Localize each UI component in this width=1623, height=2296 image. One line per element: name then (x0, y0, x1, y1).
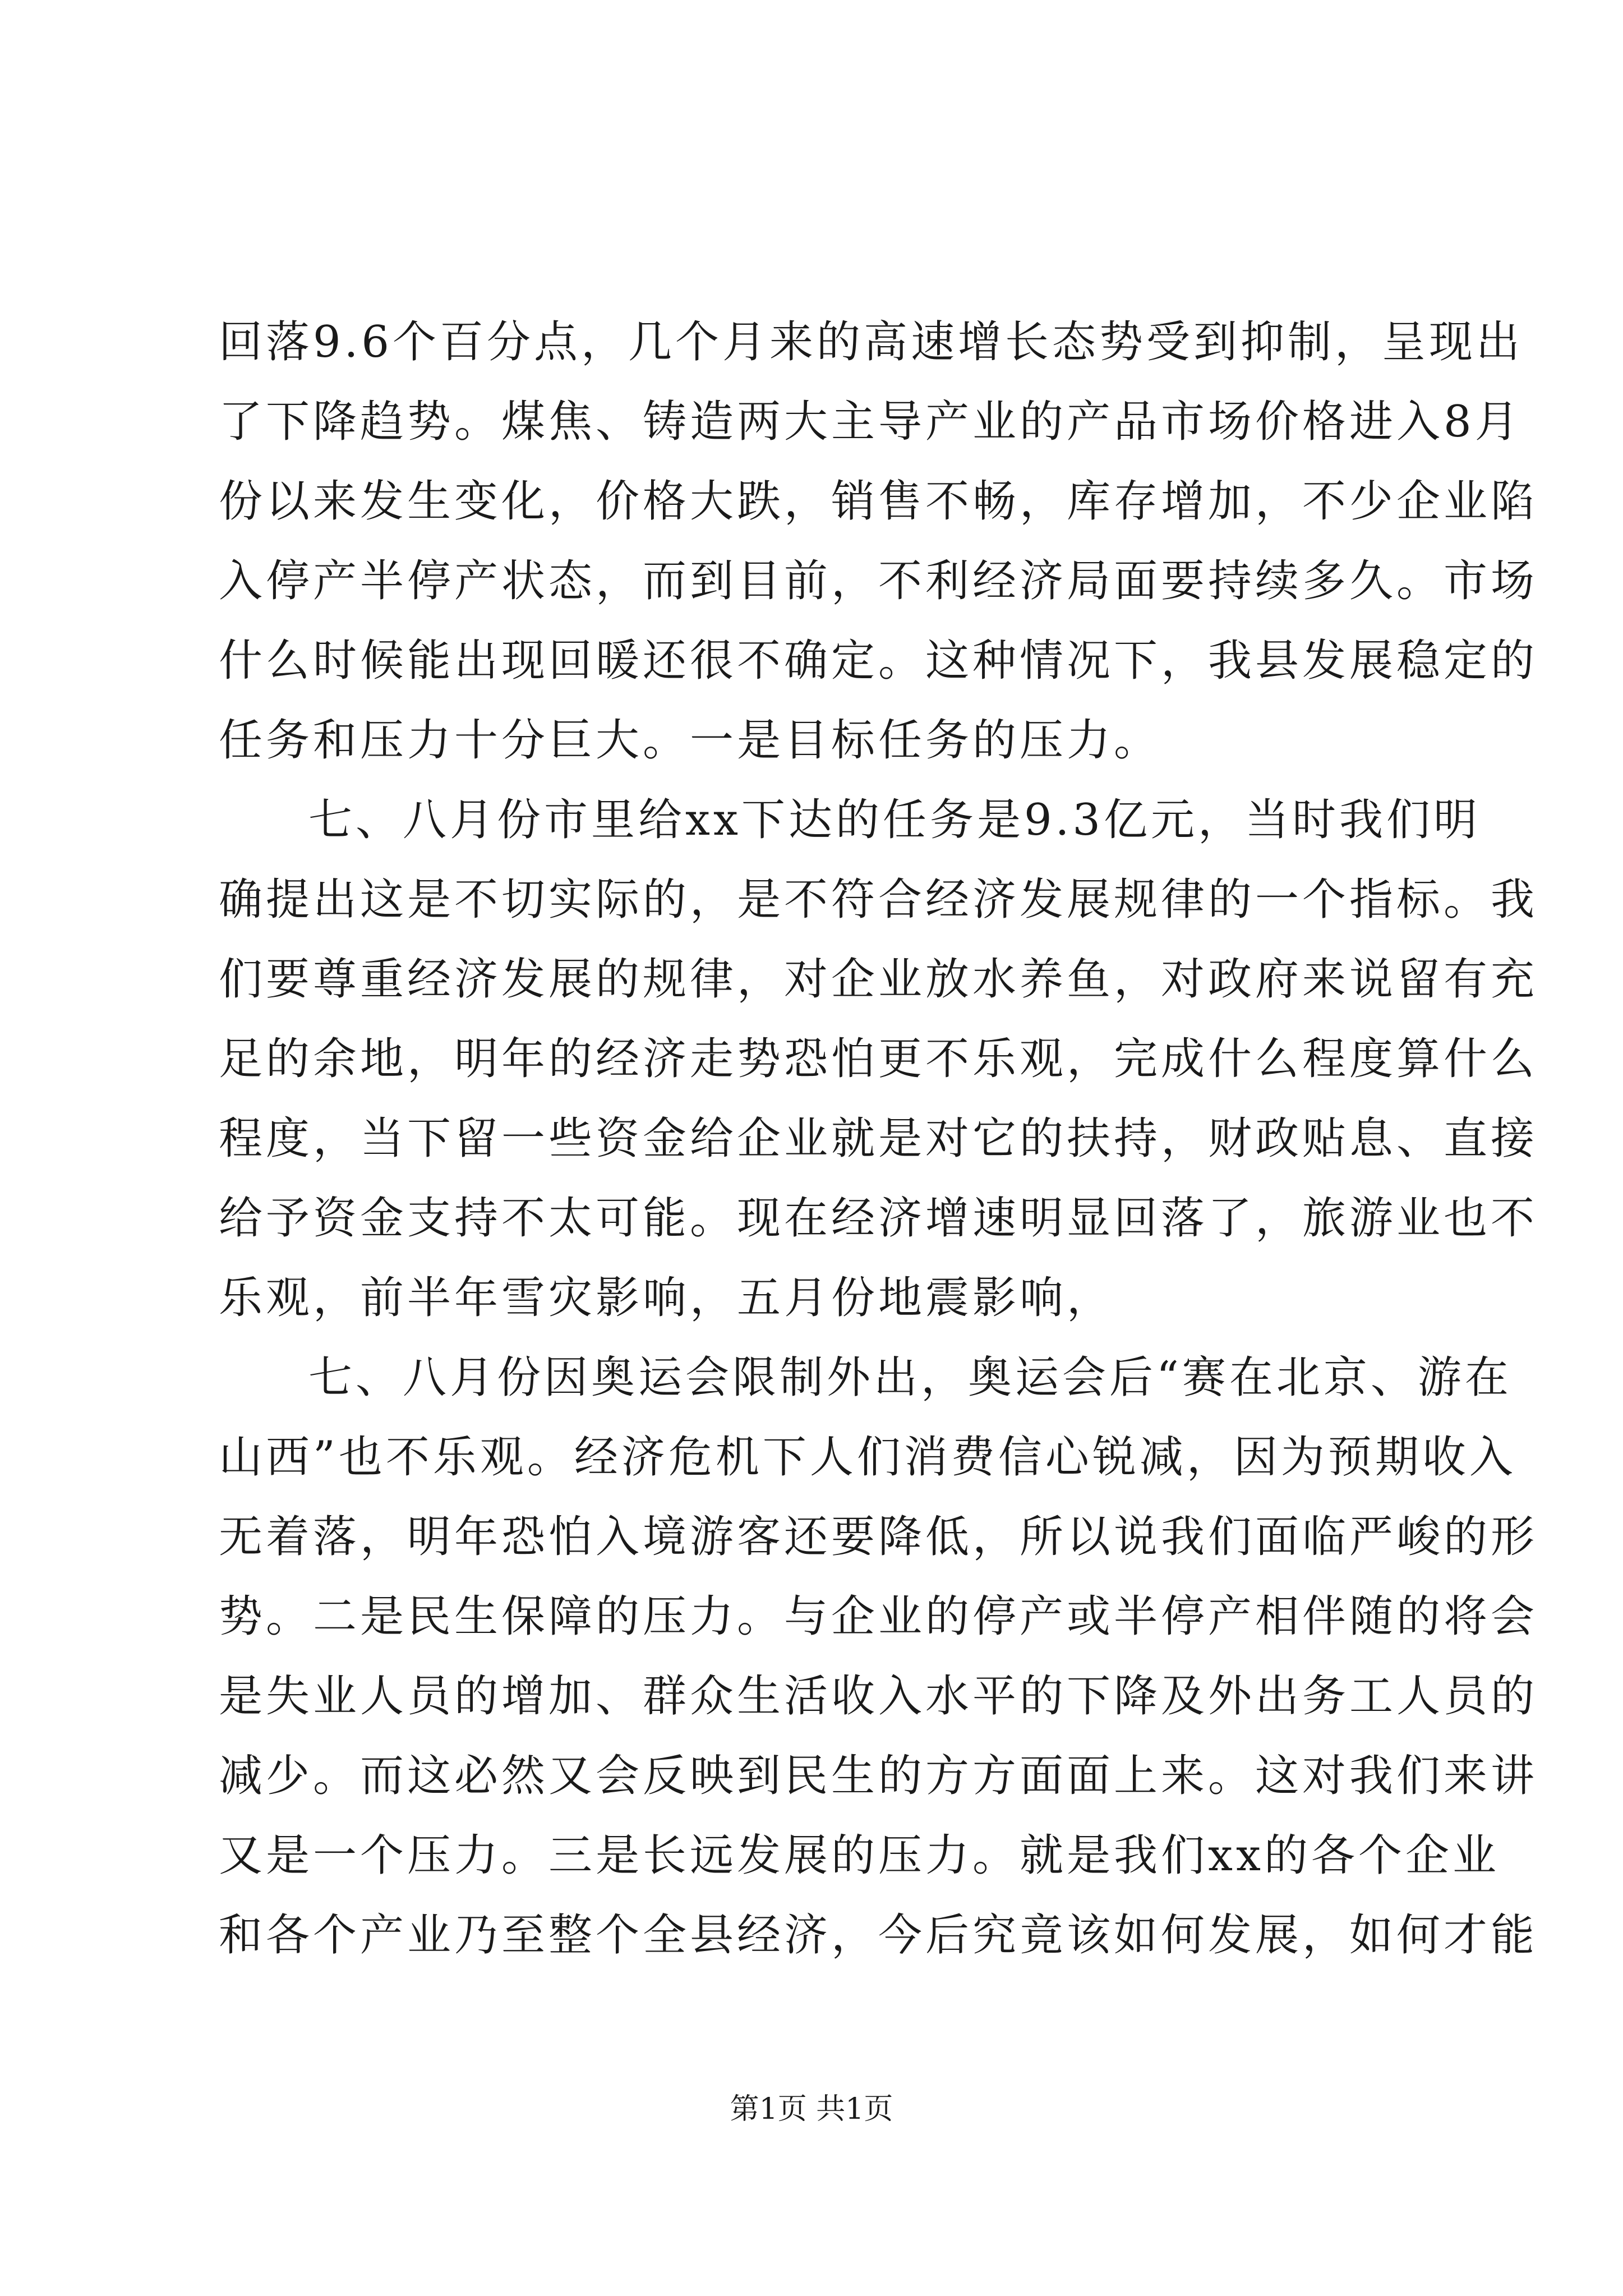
text-line: 乐观，前半年雪灾影响，五月份地震影响， (219, 1273, 1114, 1323)
text-line: 和各个产业乃至整个全县经济，今后究竟该如何发展，如何才能 (219, 1910, 1538, 1961)
text-line: 了下降趋势。煤焦、铸造两大主导产业的产品市场价格进入8月 (219, 397, 1522, 447)
text-line: 回落9.6个百分点，几个月来的高速增长态势受到抑制，呈现出 (219, 317, 1524, 367)
page-footer: 第1页 共1页 (730, 2092, 893, 2126)
text-line: 山西”也不乐观。经济危机下人们消费信心锐减，因为预期收入 (219, 1432, 1516, 1483)
text-line: 程度，当下留一些资金给企业就是对它的扶持，财政贴息、直接 (219, 1114, 1538, 1164)
text-line: 足的余地，明年的经济走势恐怕更不乐观，完成什么程度算什么 (219, 1034, 1538, 1084)
text-line: 给予资金支持不太可能。现在经济增速明显回落了，旅游业也不 (219, 1193, 1538, 1244)
text-line: 无着落，明年恐怕入境游客还要降低，所以说我们面临严峻的形 (219, 1512, 1538, 1562)
text-line: 减少。而这必然又会反映到民生的方方面面上来。这对我们来讲 (219, 1751, 1538, 1801)
text-line: 七、八月份市里给xx下达的任务是9.3亿元，当时我们明 (308, 795, 1481, 845)
text-line: 七、八月份因奥运会限制外出，奥运会后“赛在北京、游在 (308, 1352, 1512, 1403)
text-line: 任务和压力十分巨大。一是目标任务的压力。 (219, 715, 1161, 766)
text-line: 确提出这是不切实际的，是不符合经济发展规律的一个指标。我 (219, 875, 1538, 925)
text-line: 份以来发生变化，价格大跌，销售不畅，库存增加，不少企业陷 (219, 476, 1538, 527)
text-line: 又是一个压力。三是长远发展的压力。就是我们xx的各个企业 (219, 1830, 1500, 1881)
text-line: 们要尊重经济发展的规律，对企业放水养鱼，对政府来说留有充 (219, 954, 1538, 1005)
text-line: 什么时候能出现回暖还很不确定。这种情况下，我县发展稳定的 (219, 636, 1538, 686)
text-line: 是失业人员的增加、群众生活收入水平的下降及外出务工人员的 (219, 1671, 1538, 1722)
text-line: 入停产半停产状态，而到目前，不利经济局面要持续多久。市场 (219, 556, 1538, 606)
text-line: 势。二是民生保障的压力。与企业的停产或半停产相伴随的将会 (219, 1591, 1538, 1642)
